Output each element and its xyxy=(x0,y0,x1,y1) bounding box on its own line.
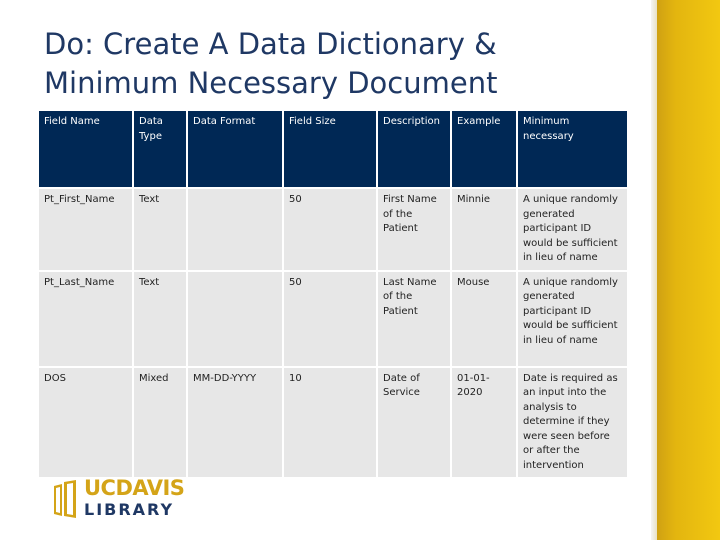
table-cell: Mixed xyxy=(133,367,187,479)
table-cell: Pt_Last_Name xyxy=(38,271,133,367)
table-cell: Text xyxy=(133,188,187,271)
table-cell xyxy=(187,188,283,271)
header-cell: Minimum necessary xyxy=(517,110,628,188)
title-line-1: Do: Create A Data Dictionary & xyxy=(44,27,497,61)
gold-side-bar xyxy=(651,0,720,540)
ucdavis-library-logo xyxy=(52,476,192,522)
table-cell: 50 xyxy=(283,271,377,367)
logo-library-text: LIBRARY xyxy=(84,500,175,519)
data-dictionary-table xyxy=(37,109,629,479)
table-cell: Pt_First_Name xyxy=(38,188,133,271)
table-cell xyxy=(187,271,283,367)
table-cell: First Name of the Patient xyxy=(377,188,451,271)
slide-title xyxy=(44,25,644,103)
table-row xyxy=(38,271,628,367)
table-cell: 01-01-2020 xyxy=(451,367,517,479)
table-header-row xyxy=(38,110,628,188)
table-cell: MM-DD-YYYY xyxy=(187,367,283,479)
header-cell: Field Size xyxy=(283,110,377,188)
table-cell: A unique randomly generated participant ID would be sufficient in lieu of name xyxy=(517,271,628,367)
table-cell: DOS xyxy=(38,367,133,479)
header-cell: Data Type xyxy=(133,110,187,188)
table-row xyxy=(38,367,628,479)
library-logo-icon xyxy=(52,480,78,518)
logo-ucdavis-text: UCDAVIS xyxy=(84,476,185,500)
table-cell: 50 xyxy=(283,188,377,271)
table-cell: Text xyxy=(133,271,187,367)
table-cell: Mouse xyxy=(451,271,517,367)
table-cell: Date of Service xyxy=(377,367,451,479)
table-cell: 10 xyxy=(283,367,377,479)
table-cell: A unique randomly generated participant ID would be sufficient in lieu of name xyxy=(517,188,628,271)
table-cell: Last Name of the Patient xyxy=(377,271,451,367)
table-row xyxy=(38,188,628,271)
header-cell: Data Format xyxy=(187,110,283,188)
header-cell: Field Name xyxy=(38,110,133,188)
table-cell: Date is required as an input into the analysis to determine if they were seen before or after the intervention xyxy=(517,367,628,479)
table-cell: Minnie xyxy=(451,188,517,271)
header-cell: Description xyxy=(377,110,451,188)
header-cell: Example xyxy=(451,110,517,188)
title-line-2: Minimum Necessary Document xyxy=(44,66,498,100)
